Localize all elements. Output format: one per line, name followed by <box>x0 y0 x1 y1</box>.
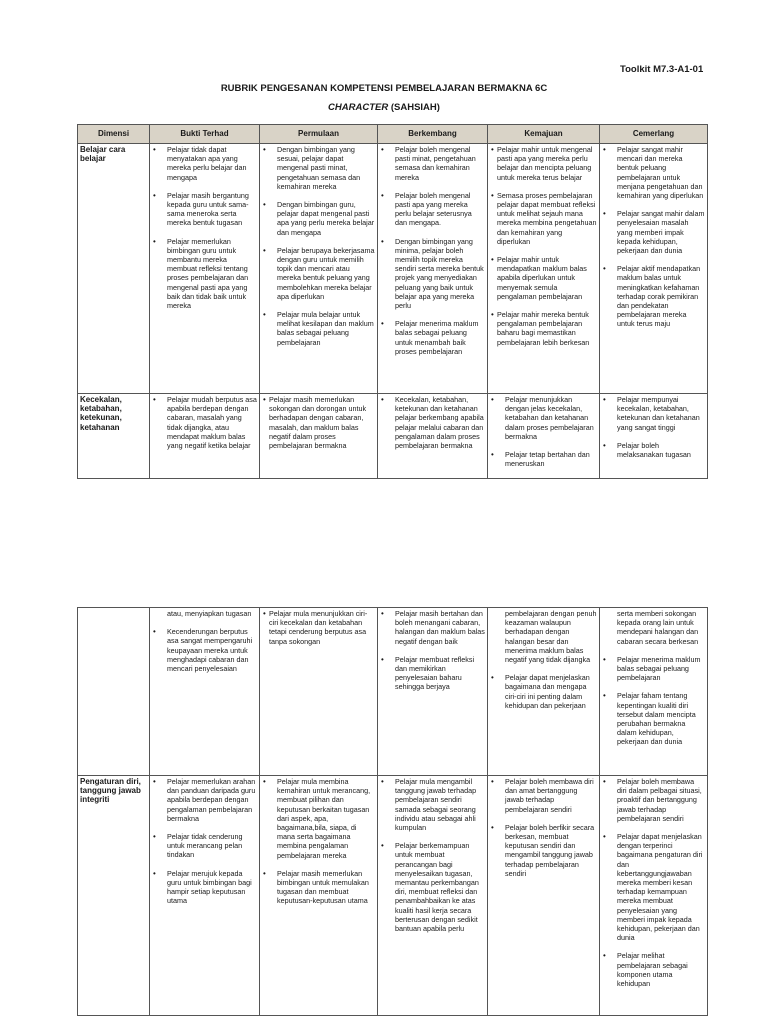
list-item: • Pelajar masih memerlukan bimbingan untuk memulakan tugasan dan membuat keputusan-keputusan utama <box>262 869 375 906</box>
rubric-cell <box>600 394 708 479</box>
list-item: • Pelajar mula mengambil tanggung jawab terhadap pembelajaran sendiri samada sebagai seorang individu atau sebagai ahli kumpulan <box>380 777 485 832</box>
col-header-bukti-terhad: Bukti Terhad <box>150 125 260 144</box>
list-item: • Pelajar sangat mahir dalam penyelesaian masalah yang memberi impak kepada kehidupan, pekerjaan dan dunia <box>602 209 705 255</box>
table-row <box>78 144 708 394</box>
rubric-cell <box>488 776 600 1016</box>
list-item: • Semasa proses pembelajaran pelajar dapat membuat refleksi untuk melihat sejauh mana mereka membina pengetahuan dan kemahiran yang diperlukan <box>490 191 597 246</box>
col-header-dimensi: Dimensi <box>78 125 150 144</box>
rubric-cell <box>150 608 260 776</box>
document-title: RUBRIK PENGESANAN KOMPETENSI PEMBELAJARAN BERMAKNA 6C <box>220 83 548 94</box>
list-item: • Pelajar merujuk kepada guru untuk bimbingan bagi hampir setiap keputusan utama <box>152 869 257 906</box>
rubric-cell <box>260 144 378 394</box>
rubric-cell <box>600 144 708 394</box>
rubric-cell <box>378 144 488 394</box>
list-item: • Pelajar boleh mengenal pasti apa yang mereka perlu belajar seterusnya dan mengapa. <box>380 191 485 228</box>
rubric-table-page1 <box>77 124 708 479</box>
rubric-cell <box>378 776 488 1016</box>
rubric-cell <box>150 776 260 1016</box>
list-item: serta memberi sokongan kepada orang lain untuk mendepani halangan dan cabaran secara berkesan <box>617 609 699 646</box>
list-item: • Kecenderungan berputus asa sangat mempengaruhi keupayaan mereka untuk menghadapi cabaran dan mencari penyelesaian <box>152 627 257 673</box>
rubric-cell <box>260 776 378 1016</box>
toolkit-code: Toolkit M7.3-A1-01 <box>620 64 704 75</box>
list-item: • Pelajar mahir untuk mendapatkan maklum balas apabila diperlukan untuk menyemak semula pengalaman pembelajaran <box>490 255 597 301</box>
list-item: • Pelajar boleh berfikir secara berkesan, membuat keputusan sendiri dan mengambil tanggung jawab terhadap pembelajaran sendiri <box>490 823 597 878</box>
list-item: • Pelajar boleh melaksanakan tugasan <box>602 441 705 459</box>
list-item: • Pelajar menerima maklum balas sebagai peluang pembelajaran <box>602 655 705 683</box>
list-item: pembelajaran dengan penuh keazaman walaupun berhadapan dengan halangan besar dan menerima maklum balas negatif yang tidak dijangka <box>505 609 597 665</box>
list-item: • Pelajar dapat menjelaskan dengan terperinci bagaimana pengaturan diri dan kebertanggungjawaban mereka memberi kesan terhadap kemampuan mereka membuat penyelesaian yang memberi impak kepada kehidupan, pekerjaan dan dunia <box>602 832 705 942</box>
document-subtitle <box>0 102 768 113</box>
list-item: • Pelajar boleh membawa diri dalam pelbagai situasi, proaktif dan bertanggung jawab terhadap pembelajaran sendiri <box>602 777 705 823</box>
list-item: • Dengan bimbingan yang minima, pelajar boleh memilih topik mereka sendiri serta mereka bentuk projek yang menyediakan peluang yang baik untuk belajar apa yang mereka perlu <box>380 237 485 311</box>
list-item: • Pelajar aktif mendapatkan maklum balas untuk meningkatkan kefahaman terhadap corak pemikiran dan pendekatan pembelajaran mereka untuk terus maju <box>602 264 705 328</box>
list-item: • Pelajar mempunyai kecekalan, ketabahan, ketekunan dan ketahanan yang sangat tinggi <box>602 395 705 432</box>
list-item: • Pelajar memerlukan bimbingan guru untuk membantu mereka membuat refleksi tentang proses pembelajaran dan mengenal pasti apa yang baik dan tidak baik untuk mereka <box>152 237 257 311</box>
table-row <box>78 394 708 479</box>
list-item: • Pelajar boleh membawa diri dan amat bertanggung jawab terhadap pembelajaran sendiri <box>490 777 597 814</box>
list-item: • Pelajar menerima maklum balas sebagai peluang untuk menambah baik proses pembelajaran <box>380 319 485 356</box>
dimension-cell: Pengaturan diri, tanggung jawab integriti <box>78 776 150 1016</box>
col-header-permulaan: Permulaan <box>260 125 378 144</box>
list-item: • Pelajar mula menunjukkan ciri-ciri kecekalan dan ketabahan tetapi cenderung berputus asa tanpa sokongan <box>262 609 375 646</box>
list-item: • Pelajar berkemampuan untuk membuat perancangan bagi menyelesaikan tugasan, memantau perkembangan diri, membuat refleksi dan penambahbaikan ke atas kualiti hasil kerja secara berterusan dengan sedikit bantuan apabila perlu <box>380 841 485 933</box>
rubric-cell <box>600 776 708 1016</box>
list-item: • Pelajar mula belajar untuk melihat kesilapan dan maklum balas sebagai peluang pembelajaran <box>262 310 375 347</box>
list-item: • Pelajar tetap bertahan dan meneruskan <box>490 450 597 468</box>
list-item: • Pelajar mudah berputus asa apabila berdepan dengan cabaran, masalah yang tidak dijangka, atau mendapat maklum balas yang negatif ketika belajar <box>152 395 257 450</box>
dimension-cell: Kecekalan, ketabahan, ketekunan, ketahanan <box>78 394 150 479</box>
list-item: • Pelajar melihat pembelajaran sebagai komponen utama kehidupan <box>602 951 705 988</box>
rubric-cell <box>378 608 488 776</box>
table-row <box>78 776 708 1016</box>
list-item: • Pelajar faham tentang kepentingan kualiti diri tersebut dalam mencipta perubahan bermakna dalam kehidupan, pekerjaan dan dunia <box>602 691 705 746</box>
list-item: • Pelajar sangat mahir mencari dan mereka bentuk peluang pembelajaran untuk menjana pengetahuan dan kemahiran yang diperlukan <box>602 145 705 200</box>
list-item: • Pelajar menunjukkan dengan jelas kecekalan, ketabahan dan ketahanan dalam proses pembelajaran bermakna <box>490 395 597 441</box>
list-item: • Pelajar berupaya bekerjasama dengan guru untuk memilih topik dan mencari atau mereka bentuk peluang yang membolehkan mereka belajar apa diperlukan <box>262 246 375 301</box>
list-item: • Pelajar dapat menjelaskan bagaimana dan mengapa ciri-ciri ini penting dalam kehidupan dan pekerjaan <box>490 673 597 710</box>
subtitle-italic: CHARACTER <box>328 102 389 113</box>
rubric-cell <box>488 608 600 776</box>
rubric-cell <box>150 144 260 394</box>
list-item: • Pelajar masih bertahan dan boleh menangani cabaran, halangan dan maklum balas negatif dengan baik <box>380 609 485 646</box>
table-row-continued <box>78 608 708 776</box>
list-item: • Pelajar mahir mereka bentuk pengalaman pembelajaran baharu bagi memastikan pembelajaran lebih berkesan <box>490 310 597 347</box>
col-header-berkembang: Berkembang <box>378 125 488 144</box>
rubric-cell <box>260 608 378 776</box>
col-header-cemerlang: Cemerlang <box>600 125 708 144</box>
dimension-cell <box>78 608 150 776</box>
rubric-cell <box>378 394 488 479</box>
list-item: • Pelajar boleh mengenal pasti minat, pengetahuan semasa dan kemahiran mereka <box>380 145 485 182</box>
header-row <box>78 125 708 144</box>
rubric-cell <box>260 394 378 479</box>
list-item: • Pelajar masih bergantung kepada guru untuk sama-sama meneroka serta mereka bentuk tugasan <box>152 191 257 228</box>
subtitle-plain: (SAHSIAH) <box>390 102 440 113</box>
list-item: • Pelajar masih memerlukan sokongan dan dorongan untuk berhadapan dengan cabaran, masalah, dan maklum balas negatif dalam proses pembelajaran bermakna <box>262 395 375 450</box>
list-item: • Dengan bimbingan guru, pelajar dapat mengenal pasti apa yang perlu mereka belajar dan mengapa <box>262 200 375 237</box>
list-item: • Pelajar mula membina kemahiran untuk merancang, membuat pilihan dan keputusan berkaitan tugasan dari aspek, apa, bagaimana,bila, siapa, di mana serta bagaimana membina pengalaman pembelajaran mereka <box>262 777 375 860</box>
rubric-cell <box>488 144 600 394</box>
rubric-cell <box>150 394 260 479</box>
list-item: • Pelajar membuat refleksi dan memikirkan penyelesaian baharu sehingga berjaya <box>380 655 485 692</box>
list-item: • Pelajar tidak cenderung untuk merancang pelan tindakan <box>152 832 257 860</box>
list-item: atau, menyiapkan tugasan <box>167 609 252 618</box>
rubric-cell <box>600 608 708 776</box>
list-item: • Dengan bimbingan yang sesuai, pelajar dapat mengenal pasti minat, pengetahuan semasa dan kemahiran mereka <box>262 145 375 191</box>
dimension-cell: Belajar cara belajar <box>78 144 150 394</box>
rubric-cell <box>488 394 600 479</box>
list-item: • Kecekalan, ketabahan, ketekunan dan ketahanan pelajar berkembang apabila pelajar melalui cabaran dan pengalaman dalam proses pembelajaran bermakna <box>380 395 485 450</box>
list-item: • Pelajar tidak dapat menyatakan apa yang mereka perlu belajar dan mengapa <box>152 145 257 182</box>
rubric-table-page2 <box>77 607 708 1016</box>
list-item: • Pelajar mahir untuk mengenal pasti apa yang mereka perlu belajar dan mencipta peluang untuk mereka terus belajar <box>490 145 597 182</box>
col-header-kemajuan: Kemajuan <box>488 125 600 144</box>
list-item: • Pelajar memerlukan arahan dan panduan daripada guru apabila berdepan dengan pengalaman pembelajaran bermakna <box>152 777 257 823</box>
